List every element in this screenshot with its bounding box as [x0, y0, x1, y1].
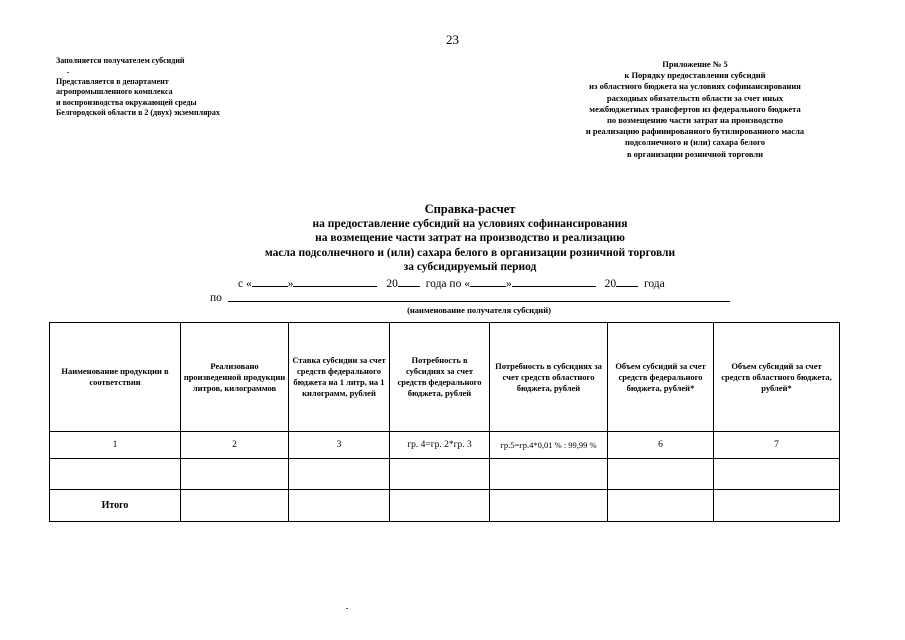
- column-header: Потребность в субсидиях за счет средств областного бюджета, рублей: [490, 323, 608, 432]
- submission-note-line: Представляется в департамент: [56, 76, 169, 86]
- submission-note-line: Белгородской области в 2 (двух) экземплярах: [56, 108, 220, 117]
- title-line: на предоставление субсидий на условиях софинансирования: [312, 217, 628, 230]
- scan-mark: [67, 72, 69, 73]
- column-number: 1: [50, 432, 181, 459]
- column-number: 2: [181, 432, 289, 459]
- year-to-blank[interactable]: [616, 276, 638, 287]
- table-cell[interactable]: [714, 459, 840, 490]
- appendix-line: к Порядку предоставления субсидий: [624, 70, 766, 81]
- appendix-line: Приложение № 5: [662, 59, 728, 69]
- submission-note-line: агропромышленного комплекса: [56, 87, 173, 96]
- table-cell[interactable]: [390, 490, 490, 522]
- table-cell[interactable]: [714, 490, 840, 522]
- table-cell[interactable]: [50, 459, 181, 490]
- recipient-caption: (наименование получателя субсидий): [407, 305, 551, 315]
- column-number: 3: [289, 432, 390, 459]
- table-row: [50, 459, 840, 490]
- total-row: [50, 490, 840, 522]
- recipient-prefix: по: [210, 292, 222, 304]
- day-from-blank[interactable]: [252, 276, 288, 287]
- table-cell[interactable]: [390, 459, 490, 490]
- appendix-line: и реализацию рафинированного бутилированного масла: [585, 126, 805, 137]
- table-cell[interactable]: [289, 459, 390, 490]
- table-cell[interactable]: [490, 490, 608, 522]
- recipient-name-blank[interactable]: [228, 301, 730, 302]
- column-header: Объем субсидий за счет средств федерального бюджета, рублей*: [608, 323, 714, 432]
- appendix-line: расходных обязательств области за счет иных: [606, 92, 784, 103]
- period-quote: »: [287, 278, 294, 290]
- column-header: Наименование продукции в соответствии: [50, 323, 181, 432]
- table-cell[interactable]: [608, 490, 714, 522]
- period-year-label: 20: [386, 278, 398, 290]
- column-header: Объем субсидий за счет средств областного бюджета, рублей*: [714, 323, 840, 432]
- appendix-line: в организации розничной торговли: [626, 148, 764, 159]
- submission-note-line: и воспроизводства окружающей среды: [56, 97, 197, 107]
- page-number: 23: [446, 32, 459, 47]
- period-year-label: 20: [604, 278, 617, 290]
- submission-note-line: Заполняется получателем субсидий: [56, 56, 185, 65]
- appendix-line: межбюджетных трансфертов из федерального бюджета: [589, 103, 801, 114]
- day-to-blank[interactable]: [470, 276, 506, 287]
- table-cell[interactable]: [490, 459, 608, 490]
- appendix-header: [530, 59, 860, 160]
- month-to-blank[interactable]: [512, 276, 596, 287]
- scan-mark: [346, 608, 348, 609]
- period-to-label: года по «: [425, 278, 470, 290]
- appendix-line: из областного бюджета на условиях софинансирования: [589, 81, 801, 92]
- submission-note: [56, 56, 220, 119]
- title-line: масла подсолнечного и (или) сахара белого в организации розничной торговли: [264, 246, 676, 259]
- calculation-table: [49, 322, 840, 522]
- title-main: Справка-расчет: [424, 202, 516, 216]
- period-from-label: с «: [238, 278, 252, 290]
- column-header: Ставка субсидии за счет средств федерального бюджета на 1 литр, на 1 килограмм, рублей: [289, 323, 390, 432]
- column-number: гр. 4=гр. 2*гр. 3: [390, 432, 490, 459]
- table-cell[interactable]: [181, 490, 289, 522]
- document-title: [160, 202, 780, 275]
- year-from-blank[interactable]: [398, 276, 420, 287]
- title-line: за субсидируемый период: [403, 261, 537, 273]
- column-number: 6: [608, 432, 714, 459]
- appendix-line: по возмещению части затрат на производство: [606, 115, 784, 126]
- title-line: на возмещение части затрат на производство и реализацию: [315, 232, 625, 244]
- appendix-line: подсолнечного и (или) сахара белого: [624, 137, 766, 148]
- column-number: гр.5=гр.4*0,01 % : 99,99 %: [490, 432, 608, 459]
- month-from-blank[interactable]: [293, 276, 377, 287]
- period-line: [238, 276, 665, 290]
- column-header: Реализовано произведенной продукции литров, килограммов: [181, 323, 289, 432]
- column-number: 7: [714, 432, 840, 459]
- period-year-suffix: года: [643, 278, 665, 290]
- column-header: Потребность в субсидиях за счет средств федерального бюджета, рублей: [390, 323, 490, 432]
- period-quote: »: [505, 278, 512, 290]
- table-cell[interactable]: [289, 490, 390, 522]
- table-cell[interactable]: [181, 459, 289, 490]
- column-number-row: [50, 432, 840, 459]
- table-header-row: [50, 323, 840, 432]
- table-cell[interactable]: [608, 459, 714, 490]
- total-label: Итого: [50, 490, 181, 522]
